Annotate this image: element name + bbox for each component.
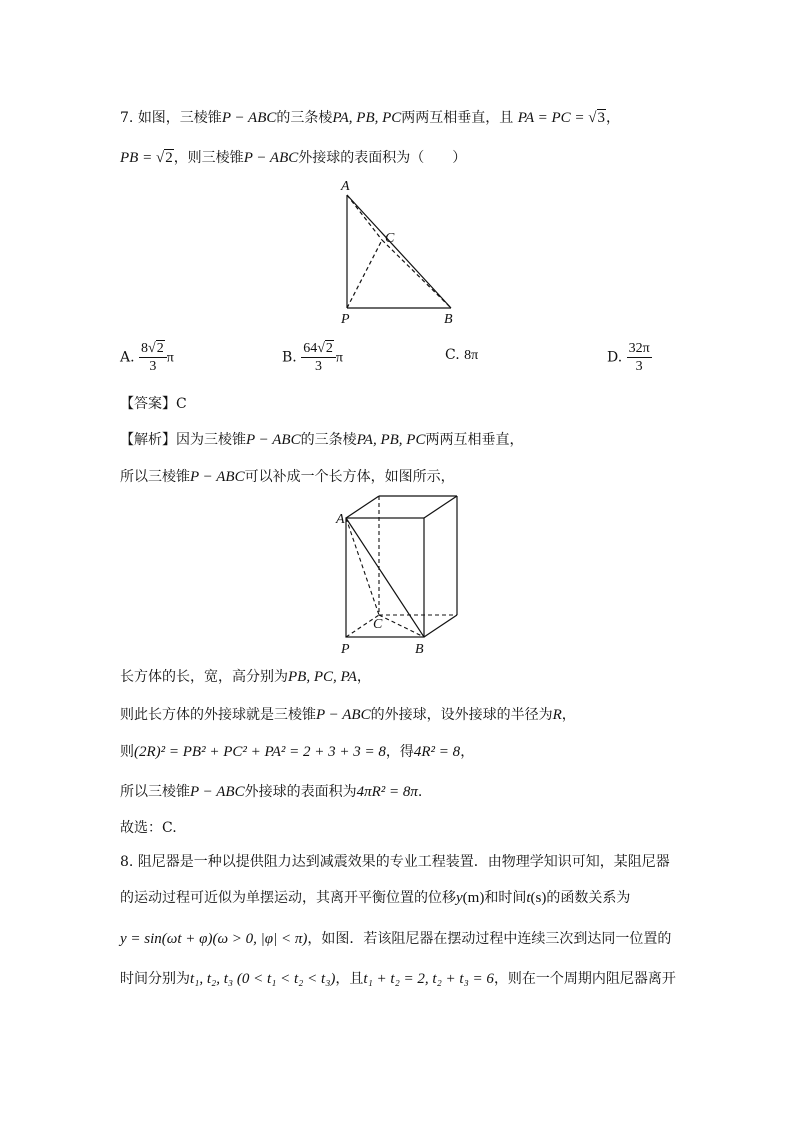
option-b[interactable]: B. $\frac{64√2}{3}$ π bbox=[282, 341, 343, 374]
option-d[interactable]: D. $\frac{32\pi}{3}$ bbox=[607, 341, 650, 374]
q8-line-1: 8. 阻尼器是一种以提供阻力达到减震效果的专业工程装置．由物理学知识可知，某阻尼器 bbox=[120, 854, 670, 870]
option-c[interactable]: C. 8π bbox=[445, 347, 479, 363]
option-a[interactable]: A. $\frac{8√2}{3}$ π bbox=[120, 341, 174, 374]
tetrahedron-figure bbox=[332, 178, 467, 326]
top-edge-right bbox=[424, 496, 457, 518]
edge-ac bbox=[347, 195, 382, 240]
edge-ab bbox=[347, 195, 451, 308]
answer-value: C bbox=[176, 396, 187, 412]
top-edge-left bbox=[346, 496, 379, 518]
sqrt-3: 3 bbox=[597, 110, 606, 126]
analysis-line-6: 所以三棱锥P − ABC外接球的表面积为4πR² = 8π. bbox=[120, 784, 423, 800]
analysis-tag: 【解析】 bbox=[120, 432, 176, 448]
answer-line bbox=[120, 394, 187, 414]
q8-line-3: y = sin(ωt + φ)(ω > 0, |φ| < π)，如图．若该阻尼器在摆动过程中连续三次到达同一位置的 bbox=[120, 931, 672, 947]
vertex-label-p: P bbox=[341, 312, 350, 326]
option-a-fraction: $\frac{8√2}{3}$ bbox=[139, 340, 167, 375]
vertex-label-a: A bbox=[341, 179, 350, 194]
edge-pc bbox=[347, 240, 382, 308]
q7-line-1: 7. 如图，三棱锥P − ABC的三条棱PA, PB, PC两两互相垂直，且 PA = PC = √3， bbox=[120, 110, 621, 126]
hidden-edge-ac bbox=[346, 518, 379, 615]
q8-line-4: 时间分别为t₁, t₂, t₃ (0 < t₁ < t₂ < t₃)，且t₁ + t₂ = 2, t₂ + t₃ = 6，则在一个周期内阻尼器离开 bbox=[120, 971, 676, 987]
analysis-line-5: 则(2R)² = PB² + PC² + PA² = 2 + 3 + 3 = 8，得4R² = 8， bbox=[120, 744, 475, 760]
vertex-label-c: C bbox=[385, 231, 395, 246]
cuboid-figure bbox=[332, 492, 467, 656]
q8-line-2: 的运动过程可近似为单摆运动，其离开平衡位置的位移y(m)和时间t(s)的函数关系为 bbox=[120, 890, 631, 906]
edge-bc bbox=[382, 240, 451, 308]
vertex-label-a: A bbox=[336, 512, 345, 527]
answer-tag: 【答案】 bbox=[120, 396, 176, 412]
option-b-fraction: $\frac{64√2}{3}$ bbox=[301, 340, 336, 375]
question-number: 7. bbox=[120, 110, 134, 126]
q7-line-2: PB = √2，则三棱锥P − ABC外接球的表面积为（ ） bbox=[120, 150, 467, 166]
sqrt-2: 2 bbox=[165, 150, 173, 166]
vertex-label-p: P bbox=[341, 642, 350, 656]
diagonal-ab bbox=[346, 518, 424, 637]
analysis-line-2: 所以三棱锥P − ABC可以补成一个长方体，如图所示， bbox=[120, 469, 455, 485]
analysis-line-1: 【解析】因为三棱锥P − ABC的三条棱PA, PB, PC两两互相垂直， bbox=[120, 432, 524, 448]
analysis-conclusion: 故选：C. bbox=[120, 820, 177, 836]
analysis-line-4: 则此长方体的外接球就是三棱锥P − ABC的外接球，设外接球的半径为R， bbox=[120, 707, 576, 723]
vertex-label-b: B bbox=[444, 312, 453, 326]
analysis-line-3: 长方体的长，宽，高分别为PB, PC, PA， bbox=[120, 669, 371, 685]
bottom-right-edge bbox=[424, 615, 457, 637]
vertex-label-b: B bbox=[415, 642, 424, 656]
option-d-fraction: $\frac{32\pi}{3}$ bbox=[628, 341, 650, 374]
vertex-label-c: C bbox=[373, 617, 383, 632]
